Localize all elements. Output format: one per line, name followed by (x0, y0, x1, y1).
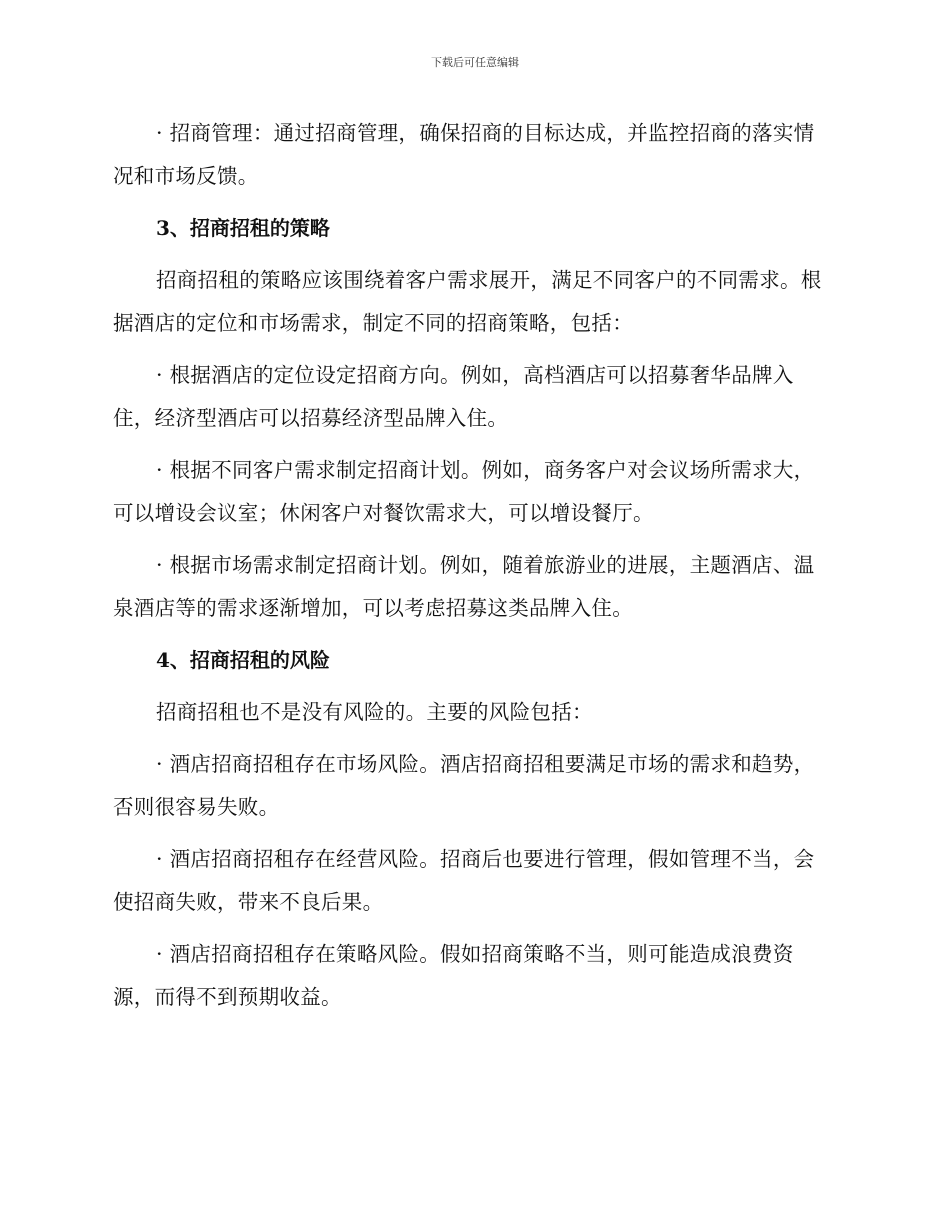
bullet-positioning: · 根据酒店的定位设定招商方向。例如，高档酒店可以招募奢华品牌入住，经济型酒店可以招募经济型品牌入住。 (113, 363, 794, 430)
bullet-recruitment-management: · 招商管理：通过招商管理，确保招商的目标达成，并监控招商的落实情况和市场反馈。 (113, 121, 815, 188)
section-heading-risks: 4、招商招租的风险 (156, 648, 330, 672)
bullet-market-demand: · 根据市场需求制定招商计划。例如，随着旅游业的进展，主题酒店、温泉酒店等的需求逐渐增加，可以考虑招募这类品牌入住。 (113, 553, 815, 620)
bullet-customer-needs: · 根据不同客户需求制定招商计划。例如，商务客户对会议场所需求大，可以增设会议室；休闲客户对餐饮需求大，可以增设餐厅。 (113, 458, 815, 525)
bullet-operation-risk: · 酒店招商招租存在经营风险。招商后也要进行管理，假如管理不当，会使招商失败，带来不良后果。 (113, 847, 815, 914)
risks-intro-paragraph: 招商招租也不是没有风险的。主要的风险包括： (156, 700, 593, 724)
bullet-strategy-risk: · 酒店招商招租存在策略风险。假如招商策略不当，则可能造成浪费资源，而得不到预期收益。 (113, 942, 794, 1009)
document-body (113, 112, 825, 1028)
section-heading-strategy: 3、招商招租的策略 (156, 216, 330, 240)
bullet-market-risk: · 酒店招商招租存在市场风险。酒店招商招租要满足市场的需求和趋势，否则很容易失败。 (113, 752, 815, 819)
page-header: 下载后可任意编辑 (431, 56, 519, 69)
strategy-intro-paragraph: 招商招租的策略应该围绕着客户需求展开，满足不同客户的不同需求。根据酒店的定位和市场需求，制定不同的招商策略，包括： (113, 268, 822, 335)
